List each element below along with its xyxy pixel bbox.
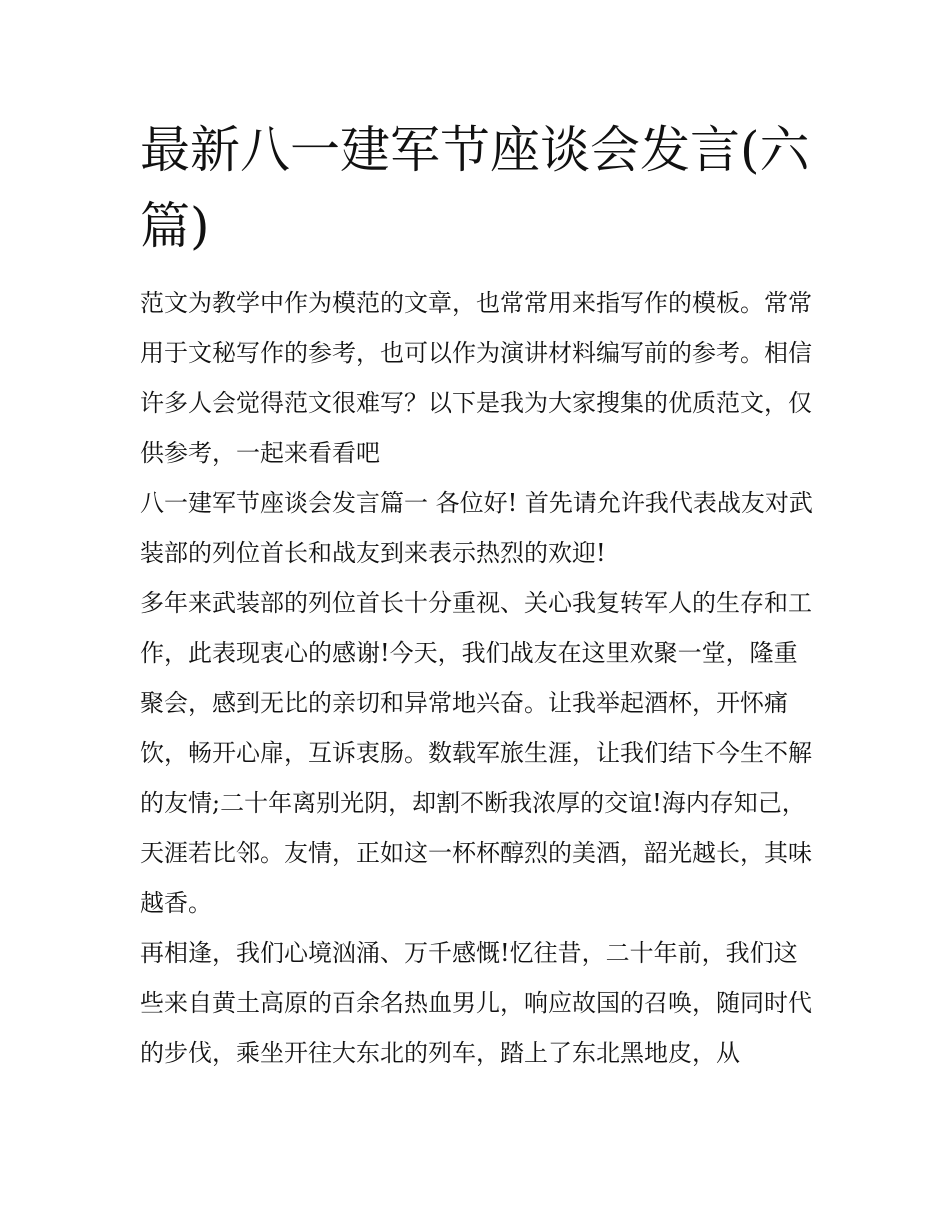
document-title: 最新八一建军节座谈会发言(六篇) (140, 121, 810, 255)
document-body (140, 278, 820, 1078)
paragraph-reunion: 再相逢，我们心境汹涌、万千感慨!忆往昔，二十年前，我们这些来自黄土高原的百余名热血男儿，响应故国的召唤，随同时代的步伐，乘坐开往大东北的列车，踏上了东北黑地皮，从 (140, 939, 812, 1067)
paragraph-thanks: 多年来武装部的列位首长十分重视、关心我复转军人的生存和工作，此表现衷心的感谢!今天，我们战友在这里欢聚一堂，隆重聚会，感到无比的亲切和异常地兴奋。让我举起酒杯，开怀痛饮，畅开心扉，互诉衷肠。数载军旅生涯，让我们结下今生不解的友情;二十年离别光阴，却割不断我浓厚的交谊!海内存知己，天涯若比邻。友情，正如这一杯杯醇烈的美酒，韶光越长，其味越香。 (140, 589, 812, 917)
paragraph-greeting: 八一建军节座谈会发言篇一 各位好! 首先请允许我代表战友对武装部的列位首长和战友到来表示热烈的欢迎! (140, 489, 813, 567)
paragraph-intro: 范文为教学中作为模范的文章，也常常用来指写作的模板。常常用于文秘写作的参考，也可以作为演讲材料编写前的参考。相信许多人会觉得范文很难写？以下是我为大家搜集的优质范文，仅供参考，一起来看看吧 (140, 289, 812, 467)
